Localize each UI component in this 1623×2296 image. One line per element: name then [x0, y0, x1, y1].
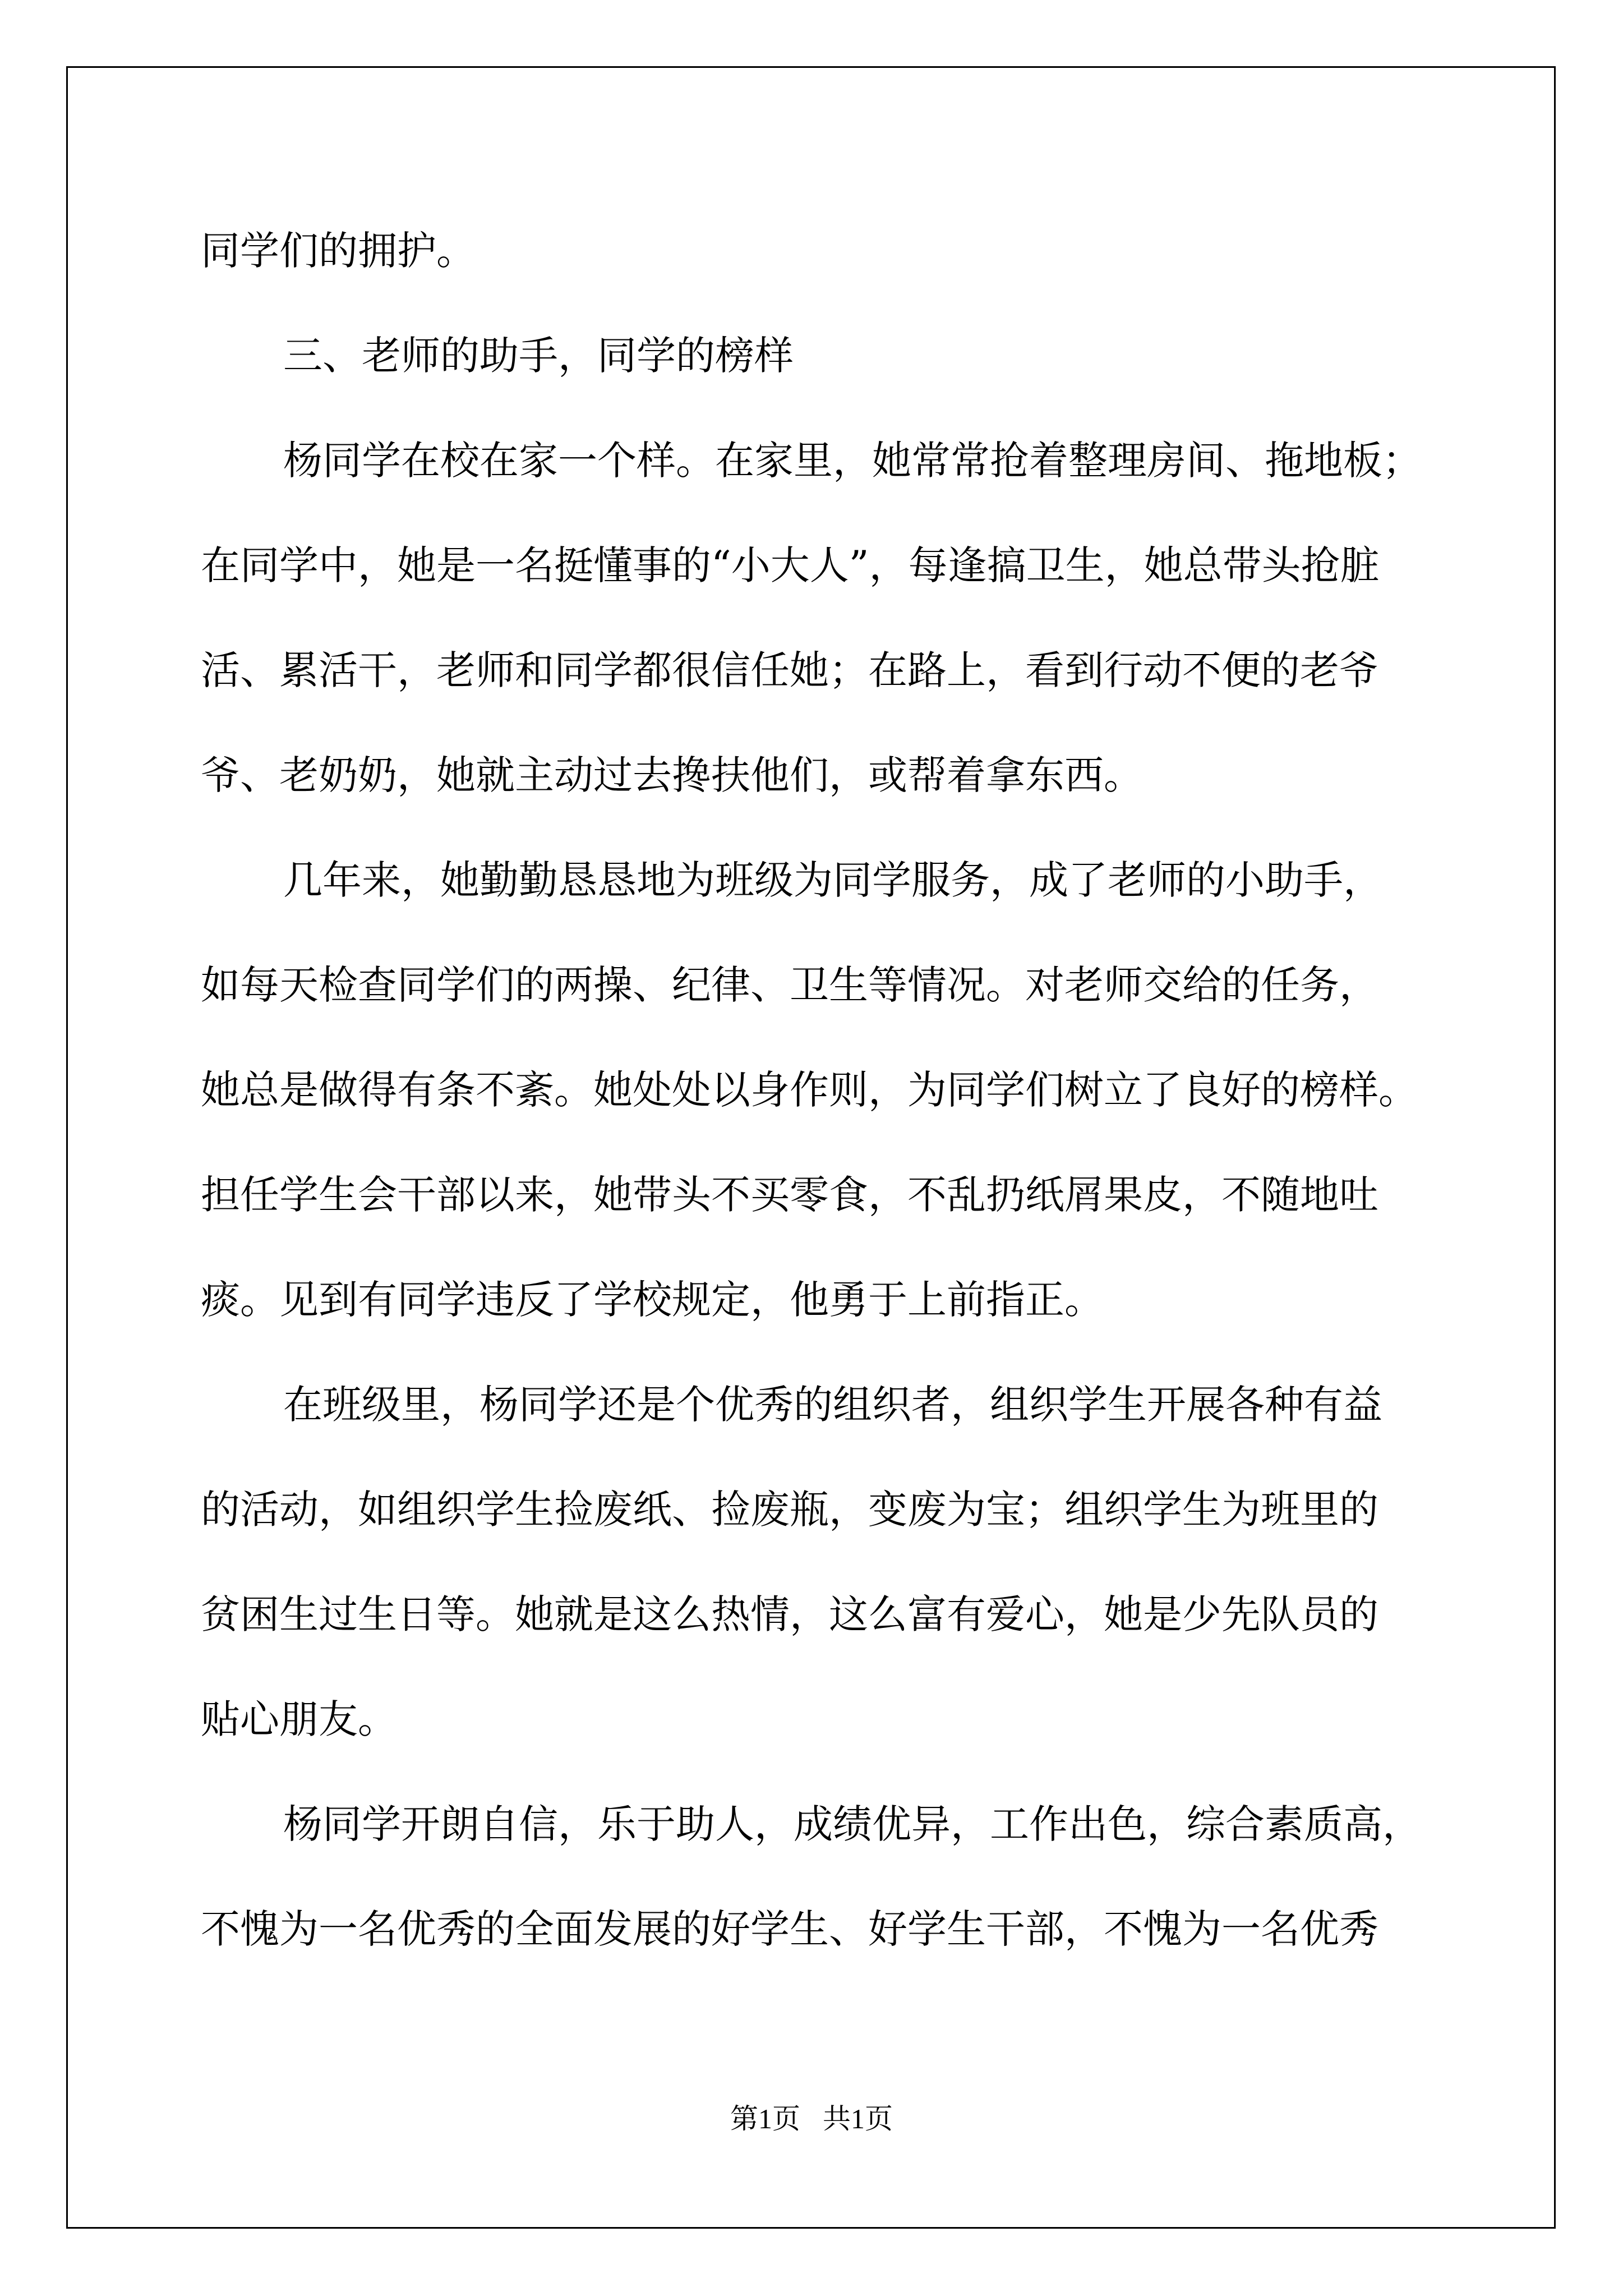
section-heading: 三、老师的助手，同学的榜样	[283, 333, 794, 379]
text-line: 在班级里，杨同学还是个优秀的组织者，组织学生开展各种有益	[283, 1382, 1382, 1428]
text-line: 同学们的拥护。	[201, 228, 476, 274]
text-line: 如每天检查同学们的两操、纪律、卫生等情况。对老师交给的任务，	[201, 962, 1378, 1008]
current-page-label: 第1页	[730, 2103, 800, 2134]
text-line: 爷、老奶奶，她就主动过去搀扶他们，或帮着拿东西。	[201, 752, 1143, 798]
text-line: 活、累活干，老师和同学都很信任她；在路上，看到行动不便的老爷	[201, 647, 1378, 693]
total-pages-label: 共1页	[823, 2103, 893, 2134]
text-line: 杨同学开朗自信，乐于助人，成绩优异，工作出色，综合素质高，	[283, 1801, 1422, 1847]
text-line: 贴心朋友。	[201, 1696, 397, 1742]
text-line: 在同学中，她是一名挺懂事的“小大人”，每逢搞卫生，她总带头抢脏	[201, 542, 1380, 588]
page-footer	[0, 2102, 1623, 2136]
text-line: 痰。见到有同学违反了学校规定，他勇于上前指正。	[201, 1277, 1104, 1323]
text-line: 几年来，她勤勤恳恳地为班级为同学服务，成了老师的小助手，	[283, 857, 1382, 903]
text-line: 不愧为一名优秀的全面发展的好学生、好学生干部，不愧为一名优秀	[201, 1906, 1378, 1952]
text-line: 的活动，如组织学生捡废纸、捡废瓶，变废为宝；组织学生为班里的	[201, 1487, 1378, 1533]
text-line: 杨同学在校在家一个样。在家里，她常常抢着整理房间、拖地板；	[283, 438, 1422, 484]
text-line: 贫困生过生日等。她就是这么热情，这么富有爱心，她是少先队员的	[201, 1591, 1378, 1637]
text-line: 她总是做得有条不紊。她处处以身作则，为同学们树立了良好的榜样。	[201, 1067, 1418, 1113]
text-line: 担任学生会干部以来，她带头不买零食，不乱扔纸屑果皮，不随地吐	[201, 1172, 1378, 1218]
